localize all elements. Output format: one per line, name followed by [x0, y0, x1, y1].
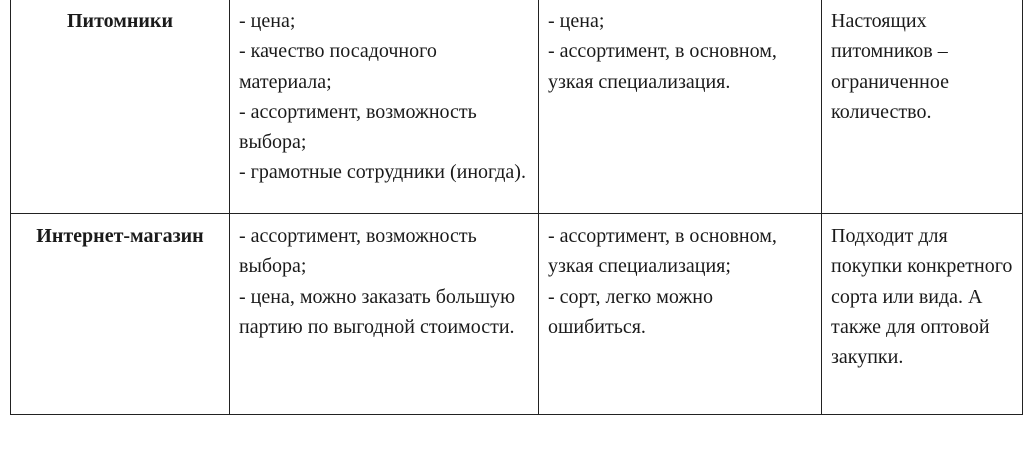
category-label: Питомники: [67, 10, 173, 32]
table-row: [11, 0, 1023, 214]
table-cell: [822, 214, 1023, 415]
cell-text-line: - цена, можно заказать большую партию по выгодной стоимости.: [239, 285, 516, 338]
category-label: Интернет-магазин: [36, 225, 204, 247]
table-cell: [230, 214, 539, 415]
category-cell: [11, 0, 230, 214]
table-row: [11, 214, 1023, 415]
category-cell: [11, 214, 230, 415]
cell-text-line: Настоящих питомников – ограниченное количество.: [831, 10, 949, 123]
cell-text-line: - качество посадочного материала;: [239, 40, 437, 93]
cell-text-line: - сорт, легко можно ошибиться.: [548, 285, 713, 338]
cell-text-line: - ассортимент, в основном, узкая специализация.: [548, 40, 777, 93]
table-cell: [539, 214, 822, 415]
cell-text-line: - ассортимент, в основном, узкая специализация;: [548, 225, 777, 278]
cell-text-line: - ассортимент, возможность выбора;: [239, 225, 477, 278]
cell-text-line: Подходит для покупки конкретного сорта или вида. А также для оптовой закупки.: [831, 225, 1013, 369]
comparison-table: [10, 0, 1023, 415]
table-cell: [230, 0, 539, 214]
cell-text-line: - грамотные сотрудники (иногда).: [239, 161, 526, 184]
table-cell: [539, 0, 822, 214]
cell-text-line: - цена;: [239, 10, 296, 32]
table-cell: [822, 0, 1023, 214]
cell-text-line: - цена;: [548, 10, 605, 32]
cell-text-line: - ассортимент, возможность выбора;: [239, 100, 477, 154]
